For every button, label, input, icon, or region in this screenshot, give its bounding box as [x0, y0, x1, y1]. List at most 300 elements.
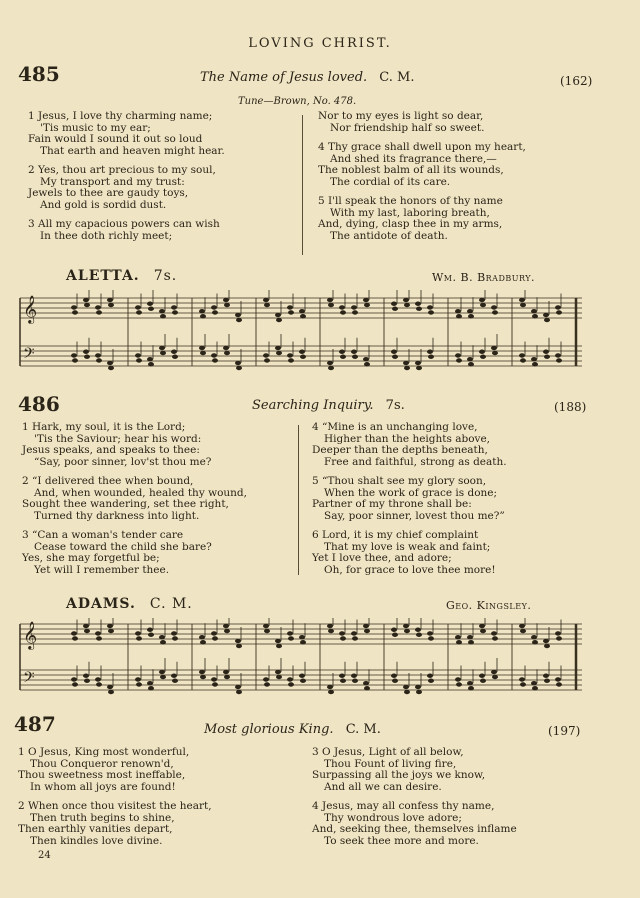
note-head	[160, 675, 166, 679]
stanza	[312, 801, 517, 847]
verse-line: Fain would I sound it out so loud	[28, 133, 203, 145]
note-head	[428, 636, 434, 640]
note-head	[363, 357, 369, 361]
note-head	[364, 629, 370, 633]
verse-line: And, dying, clasp thee in my arms,	[318, 218, 503, 230]
note-head	[223, 670, 229, 674]
note-head	[403, 624, 409, 628]
note-head	[491, 631, 497, 635]
verse-line: 6 Lord, it is my chief complaint	[312, 529, 479, 541]
note-head	[492, 675, 498, 679]
note-head	[71, 305, 77, 309]
note-head	[84, 303, 90, 307]
stanza	[22, 476, 247, 522]
tune-name-adams	[66, 596, 193, 612]
note-head	[83, 298, 89, 302]
note-head	[416, 307, 422, 311]
note-head	[236, 690, 242, 694]
note-head	[199, 635, 205, 639]
note-head	[468, 362, 474, 366]
note-head	[467, 635, 473, 639]
note-head	[403, 298, 409, 302]
note-head	[108, 629, 114, 633]
note-head	[135, 677, 141, 681]
note-head	[108, 690, 114, 694]
note-head	[544, 318, 550, 322]
page-header: LOVING CHRIST.	[248, 36, 392, 51]
note-head	[455, 635, 461, 639]
verse-line: 'Tis music to my ear;	[40, 121, 151, 134]
verse-line: 1 O Jesus, King most wonderful,	[18, 746, 190, 758]
note-head	[71, 631, 77, 635]
note-head	[159, 670, 165, 674]
verse-line: Nor friendship half so sweet.	[330, 121, 485, 134]
note-head	[556, 636, 562, 640]
music-staff-adams	[16, 618, 586, 706]
note-head	[340, 636, 346, 640]
note-head	[352, 636, 358, 640]
note-head	[95, 305, 101, 309]
tune-reference: Tune—Brown, No. 478.	[238, 96, 357, 107]
note-head	[519, 353, 525, 357]
hymn-487-right-column	[312, 747, 517, 855]
stanza	[312, 530, 507, 576]
note-head	[264, 358, 270, 362]
tune-name-text: ADAMS.	[66, 596, 136, 612]
note-head	[456, 358, 462, 362]
stanza	[312, 476, 507, 522]
note-head	[159, 346, 165, 350]
note-head	[391, 350, 397, 354]
note-head	[72, 636, 78, 640]
verse-line: 3 All my capacious powers can wish	[28, 218, 220, 230]
note-head	[480, 679, 486, 683]
note-head	[264, 303, 270, 307]
note-head	[340, 310, 346, 314]
hymn-title-487	[204, 722, 381, 737]
note-head	[352, 355, 358, 359]
note-head	[95, 631, 101, 635]
tune-meter: 7s.	[153, 268, 178, 284]
note-head	[479, 624, 485, 628]
verse-line: And gold is sordid dust.	[40, 198, 167, 211]
note-head	[83, 350, 89, 354]
hymn-title-text: Most glorious King.	[204, 722, 334, 737]
note-head	[300, 640, 306, 644]
note-head	[287, 305, 293, 309]
note-head	[136, 310, 142, 314]
note-head	[263, 298, 269, 302]
note-head	[236, 318, 242, 322]
note-head	[531, 681, 537, 685]
note-head	[339, 631, 345, 635]
note-head	[223, 624, 229, 628]
note-head	[543, 674, 549, 678]
note-head	[299, 309, 305, 313]
note-head	[479, 674, 485, 678]
stanza	[22, 422, 247, 468]
verse-line: 4 Jesus, may all confess thy name,	[312, 800, 495, 812]
note-head	[327, 361, 333, 365]
note-head	[392, 679, 398, 683]
note-head	[491, 670, 497, 674]
page-number: 24	[38, 850, 51, 861]
composer-kingsley: Geo. Kingsley.	[446, 599, 532, 612]
note-head	[328, 303, 334, 307]
note-head	[135, 305, 141, 309]
note-head	[480, 355, 486, 359]
note-head	[455, 353, 461, 357]
note-head	[455, 309, 461, 313]
note-head	[327, 298, 333, 302]
verse-line: That earth and heaven might hear.	[40, 144, 225, 157]
note-head	[84, 629, 90, 633]
note-head	[275, 639, 281, 643]
note-head	[172, 310, 178, 314]
verse-line: My transport and my trust:	[40, 175, 185, 188]
note-head	[427, 350, 433, 354]
note-head	[339, 674, 345, 678]
verse-line: 1 Jesus, I love thy charming name;	[28, 110, 213, 122]
note-head	[136, 358, 142, 362]
note-head	[352, 679, 358, 683]
verse-line: That my love is weak and faint;	[324, 540, 491, 553]
note-head	[148, 307, 154, 311]
hymn-number-486: 486	[18, 392, 60, 416]
hymn-485-left-column	[28, 111, 225, 250]
verse-line: Jesus speaks, and speaks to thee:	[22, 444, 200, 456]
note-head	[264, 682, 270, 686]
note-head	[211, 631, 217, 635]
note-head	[416, 690, 422, 694]
note-head	[136, 636, 142, 640]
verse-line: Partner of my throne shall be:	[312, 498, 472, 510]
stanza	[18, 801, 212, 847]
verse-line: Yet I love thee, and adore;	[312, 552, 452, 564]
note-head	[223, 346, 229, 350]
note-head	[403, 685, 409, 689]
note-head	[480, 629, 486, 633]
note-head	[391, 674, 397, 678]
note-head	[223, 298, 229, 302]
note-head	[392, 633, 398, 637]
hymn-486-right-column	[312, 422, 507, 584]
hymn-meter: C. M.	[379, 70, 415, 85]
note-head	[299, 350, 305, 354]
note-head	[531, 357, 537, 361]
note-head	[467, 681, 473, 685]
note-head	[171, 674, 177, 678]
verse-line: Surpassing all the joys we know,	[312, 769, 486, 781]
verse-line: Then kindles love divine.	[30, 834, 163, 847]
note-head	[71, 353, 77, 357]
treble-clef: 𝄞	[23, 295, 38, 323]
stanza	[28, 165, 225, 211]
hymn-title-text: The Name of Jesus loved.	[200, 70, 368, 85]
note-head	[95, 677, 101, 681]
verse-line: Thy wondrous love adore;	[324, 811, 462, 824]
verse-line: Thou sweetness most ineffable,	[18, 769, 186, 781]
note-head	[428, 679, 434, 683]
note-head	[172, 679, 178, 683]
note-head	[468, 314, 474, 318]
note-head	[364, 303, 370, 307]
note-head	[416, 633, 422, 637]
stanza	[318, 142, 526, 188]
note-head	[264, 629, 270, 633]
note-head	[212, 358, 218, 362]
verse-line: In thee doth richly meet;	[40, 229, 173, 242]
note-head	[108, 303, 114, 307]
note-head	[363, 298, 369, 302]
note-head	[340, 679, 346, 683]
note-head	[427, 631, 433, 635]
hymn-title-text: Searching Inquiry.	[252, 398, 374, 413]
note-head	[171, 350, 177, 354]
stanza	[22, 530, 247, 576]
note-head	[363, 624, 369, 628]
verse-line: And, seeking thee, themselves inflame	[312, 823, 517, 835]
note-head	[556, 358, 562, 362]
stanza	[18, 747, 212, 793]
hymn-number-485: 485	[18, 62, 60, 86]
note-head	[543, 639, 549, 643]
note-head	[159, 635, 165, 639]
note-head	[276, 644, 282, 648]
note-head	[83, 624, 89, 628]
note-head	[211, 677, 217, 681]
verse-line: “Say, poor sinner, lov'st thou me?	[34, 455, 212, 468]
note-head	[327, 624, 333, 628]
note-head	[339, 350, 345, 354]
hymn-ref-486: (188)	[554, 400, 587, 414]
note-head	[95, 353, 101, 357]
verse-line: 5 I'll speak the honors of thy name	[318, 195, 503, 207]
bass-clef: 𝄢	[23, 345, 35, 366]
note-head	[492, 636, 498, 640]
note-head	[351, 631, 357, 635]
note-head	[531, 309, 537, 313]
note-head	[160, 640, 166, 644]
note-head	[224, 303, 230, 307]
note-head	[468, 686, 474, 690]
note-head	[300, 679, 306, 683]
verse-line: 1 Hark, my soul, it is the Lord;	[22, 421, 186, 433]
verse-line: The noblest balm of all its wounds,	[318, 164, 504, 176]
verse-line: Yes, she may forgetful be;	[22, 552, 160, 564]
note-head	[364, 686, 370, 690]
stanza	[28, 111, 225, 157]
note-head	[72, 358, 78, 362]
note-head	[327, 685, 333, 689]
note-head	[531, 635, 537, 639]
note-head	[287, 353, 293, 357]
note-head	[428, 355, 434, 359]
note-head	[392, 307, 398, 311]
note-head	[491, 305, 497, 309]
note-head	[96, 636, 102, 640]
verse-line: With my last, laboring breath,	[330, 206, 490, 219]
note-head	[148, 362, 154, 366]
note-head	[404, 303, 410, 307]
note-head	[519, 624, 525, 628]
note-head	[544, 355, 550, 359]
verse-line: Thou Fount of living fire,	[324, 757, 457, 770]
verse-line: Oh, for grace to love thee more!	[324, 563, 496, 576]
verse-line: 3 O Jesus, Light of all below,	[312, 746, 464, 758]
verse-line: In whom all joys are found!	[30, 780, 176, 793]
note-head	[159, 309, 165, 313]
note-head	[351, 350, 357, 354]
verse-line: Then truth begins to shine,	[30, 811, 175, 824]
note-head	[543, 350, 549, 354]
note-head	[340, 355, 346, 359]
verse-line: 2 Yes, thou art precious to my soul,	[28, 164, 216, 176]
note-head	[199, 346, 205, 350]
note-head	[235, 685, 241, 689]
hymn-title-485	[200, 70, 415, 85]
hymn-title-486	[252, 398, 405, 413]
stanza	[312, 422, 507, 468]
note-head	[263, 624, 269, 628]
note-head	[415, 361, 421, 365]
verse-line: When the work of grace is done;	[324, 486, 498, 499]
note-head	[480, 303, 486, 307]
note-head	[467, 309, 473, 313]
note-head	[224, 351, 230, 355]
note-head	[96, 358, 102, 362]
note-head	[532, 686, 538, 690]
note-head	[492, 351, 498, 355]
note-head	[200, 351, 206, 355]
note-head	[83, 674, 89, 678]
note-head	[364, 362, 370, 366]
verse-line: Sought thee wandering, set thee right,	[22, 498, 229, 510]
note-head	[71, 677, 77, 681]
note-head	[107, 685, 113, 689]
note-head	[351, 305, 357, 309]
note-head	[520, 303, 526, 307]
note-head	[211, 305, 217, 309]
note-head	[468, 640, 474, 644]
treble-clef: 𝄞	[23, 621, 38, 649]
note-head	[276, 675, 282, 679]
column-divider	[302, 115, 303, 255]
note-head	[415, 685, 421, 689]
note-head	[532, 314, 538, 318]
note-head	[107, 298, 113, 302]
note-head	[479, 298, 485, 302]
note-head	[555, 353, 561, 357]
note-head	[136, 682, 142, 686]
note-head	[147, 628, 153, 632]
note-head	[263, 677, 269, 681]
hymn-487-left-column	[18, 747, 212, 855]
note-head	[236, 644, 242, 648]
note-head	[427, 674, 433, 678]
note-head	[543, 313, 549, 317]
note-head	[556, 682, 562, 686]
verse-line: 4 Thy grace shall dwell upon my heart,	[318, 141, 526, 153]
verse-line: Yet will I remember thee.	[34, 563, 170, 576]
note-head	[235, 361, 241, 365]
note-head	[328, 629, 334, 633]
verse-line: And, when wounded, healed thy wound,	[34, 486, 247, 499]
note-head	[519, 677, 525, 681]
verse-line: Say, poor sinner, lovest thou me?”	[324, 509, 505, 522]
note-head	[404, 366, 410, 370]
note-head	[392, 355, 398, 359]
verse-line: Higher than the heights above,	[324, 432, 490, 445]
note-head	[276, 318, 282, 322]
note-head	[415, 628, 421, 632]
note-head	[147, 681, 153, 685]
verse-line: 'Tis the Saviour; hear his word:	[34, 432, 202, 445]
verse-line: Jewels to thee are gaudy toys,	[28, 187, 189, 199]
note-head	[160, 351, 166, 355]
note-head	[288, 682, 294, 686]
note-head	[200, 675, 206, 679]
note-head	[148, 686, 154, 690]
stanza	[318, 111, 526, 134]
note-head	[235, 313, 241, 317]
verse-line: 5 “Thou shalt see my glory soon,	[312, 475, 487, 487]
note-head	[404, 629, 410, 633]
composer-bradbury: Wm. B. Bradbury.	[432, 271, 536, 284]
hymn-meter: C. M.	[345, 722, 381, 737]
note-head	[416, 366, 422, 370]
note-head	[492, 310, 498, 314]
note-head	[532, 640, 538, 644]
note-head	[288, 310, 294, 314]
note-head	[555, 305, 561, 309]
tune-name-aletta	[66, 268, 177, 284]
verse-line: Cease toward the child she bare?	[34, 540, 212, 553]
note-head	[456, 640, 462, 644]
stanza	[312, 747, 517, 793]
note-head	[135, 631, 141, 635]
verse-line: Then earthly vanities depart,	[18, 823, 173, 835]
verse-line: And all we can desire.	[324, 780, 442, 793]
note-head	[479, 350, 485, 354]
verse-line: To seek thee more and more.	[324, 834, 479, 847]
note-head	[556, 310, 562, 314]
note-head	[84, 679, 90, 683]
note-head	[84, 355, 90, 359]
note-head	[427, 305, 433, 309]
verse-line: And shed its fragrance there,—	[330, 152, 497, 165]
note-head	[96, 310, 102, 314]
note-head	[456, 682, 462, 686]
verse-line: Deeper than the depths beneath,	[312, 444, 488, 456]
note-head	[107, 624, 113, 628]
verse-line: The cordial of its care.	[330, 175, 451, 188]
note-head	[224, 629, 230, 633]
verse-line: 4 “Mine is an unchanging love,	[312, 421, 478, 433]
tune-name-text: ALETTA.	[66, 268, 140, 284]
hymn-ref-485: (162)	[560, 74, 593, 88]
column-divider	[298, 425, 299, 575]
note-head	[148, 633, 154, 637]
verse-line: Free and faithful, strong as death.	[324, 455, 507, 468]
note-head	[275, 670, 281, 674]
music-staff-aletta	[16, 290, 586, 386]
note-head	[200, 640, 206, 644]
note-head	[391, 302, 397, 306]
note-head	[200, 314, 206, 318]
note-head	[263, 353, 269, 357]
note-head	[171, 305, 177, 309]
